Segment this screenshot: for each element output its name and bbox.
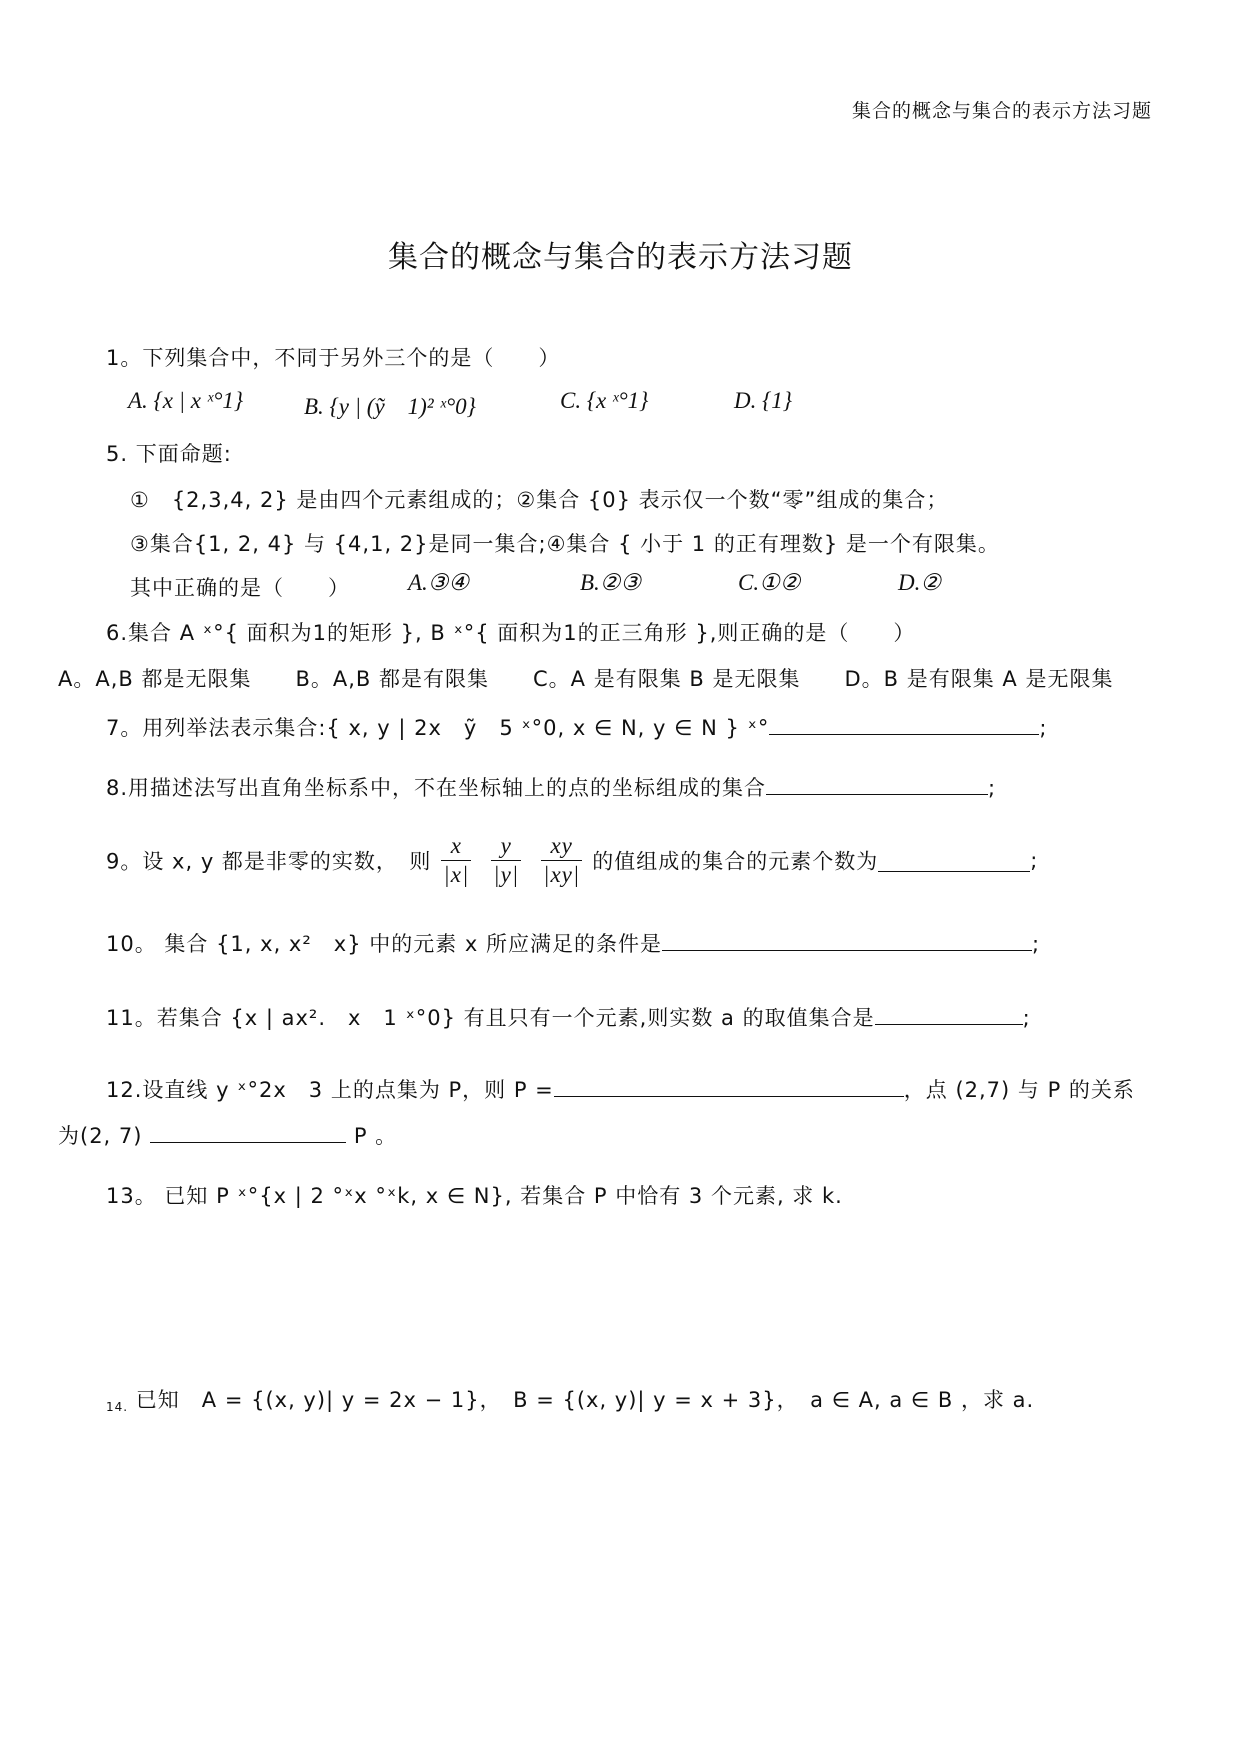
question-5-option-a: A.③④ [408,570,470,595]
question-5-statement-1: ① {2,3,4, 2} 是由四个元素组成的；②集合 {0} 表示仅一个数“零”组成的集合； [130,488,949,512]
question-12-line-2 [58,1120,397,1150]
page-title: 集合的概念与集合的表示方法习题 [388,240,853,275]
fraction-xy-over-abs-xy: $\frac{xy}{|xy|}$ [543,833,581,887]
question-12-answer-blank-2[interactable] [150,1120,346,1143]
question-7-text: 7。用列举法表示集合:{ x, y | 2x ỹ 5 ˣ°0, x ∈ N, y ∈ N } ˣ° [106,716,770,740]
question-13: 13。 已知 P ˣ°{x | 2 °ˣx °ˣk, x ∈ N}, 若集合 P 中恰有 3 个元素, 求 k. [106,1184,843,1208]
running-header: 集合的概念与集合的表示方法习题 [852,100,1153,122]
question-5-answer-prompt: 其中正确的是（ ） [130,576,350,600]
question-11-text: 11。若集合 {x | ax². x 1 ˣ°0} 有且只有一个元素,则实数 a 的取值集合是 [106,1006,875,1030]
question-9-suffix: 的值组成的集合的元素个数为 [592,849,879,874]
question-11-end: ; [1022,1006,1031,1030]
question-1-option-d: D. {1} [734,388,793,413]
question-12-text-c: 为(2, 7) [58,1124,143,1148]
question-14-text: 已知 A = {(x, y)| y = 2x − 1}， B = {(x, y)| y = x + 3}， a ∈ A, a ∈ B ，求 a. [135,1388,1035,1412]
question-8-end: ; [988,776,997,800]
question-5-option-b: B.②③ [580,570,642,595]
question-7 [106,712,1047,742]
question-12-answer-blank-1[interactable] [554,1074,904,1097]
question-9-answer-blank[interactable] [878,849,1030,872]
question-5-option-c: C.①② [738,570,801,595]
fraction-x-over-abs-x: $\frac{x}{|x|}$ [443,833,470,887]
question-1-option-a: A. {x | x ˣ°1} [128,388,244,413]
question-10-text: 10。 集合 {1, x, x² x} 中的元素 x 所应满足的条件是 [106,932,663,956]
question-12-text-b: ，点 (2,7) 与 P 的关系 [903,1078,1135,1102]
question-5-statement-2: ③集合{1, 2, 4} 与 {4,1, 2}是同一集合;④集合 { 小于 1 的正有理数} 是一个有限集。 [130,532,1000,556]
question-5-stem: 5. 下面命题: [106,442,232,466]
question-9 [106,832,1038,889]
question-10-end: ; [1032,932,1041,956]
question-8-text: 8.用描述法写出直角坐标系中，不在坐标轴上的点的坐标组成的集合 [106,776,767,800]
question-9-end: ; [1030,848,1039,873]
question-12-line-1 [106,1074,1135,1104]
question-6-options: A。A,B 都是无限集 B。A,B 都是有限集 C。A 是有限集 B 是无限集 D。B 是有限集 A 是无限集 [58,667,1114,691]
question-12-text-d: P 。 [353,1124,398,1148]
question-8 [106,772,996,802]
fraction-y-over-abs-y: $\frac{y}{|y|}$ [493,833,520,887]
question-5-option-d: D.② [898,570,941,595]
question-9-prefix: 9。设 x, y 都是非零的实数， 则 [106,849,432,874]
question-14 [106,1384,1034,1414]
question-6-stem: 6.集合 A ˣ°{ 面积为1的矩形 }, B ˣ°{ 面积为1的正三角形 },则正确的是（ ） [106,621,916,645]
question-1-option-b: B. {y | (ỹ 1)² ˣ°0} [304,394,476,419]
question-1-option-c: C. {x ˣ°1} [560,388,649,413]
question-12-text-a: 12.设直线 y ˣ°2x 3 上的点集为 P，则 P = [106,1078,554,1102]
question-7-end: ; [1039,716,1048,740]
question-10-answer-blank[interactable] [662,928,1032,951]
question-11-answer-blank[interactable] [875,1002,1023,1025]
question-8-answer-blank[interactable] [766,772,988,795]
question-11 [106,1002,1031,1032]
question-7-answer-blank[interactable] [769,712,1039,735]
question-14-number: 14. [106,1400,129,1414]
question-10 [106,928,1040,958]
question-1-stem: 1。下列集合中，不同于另外三个的是（ ） [106,346,561,370]
